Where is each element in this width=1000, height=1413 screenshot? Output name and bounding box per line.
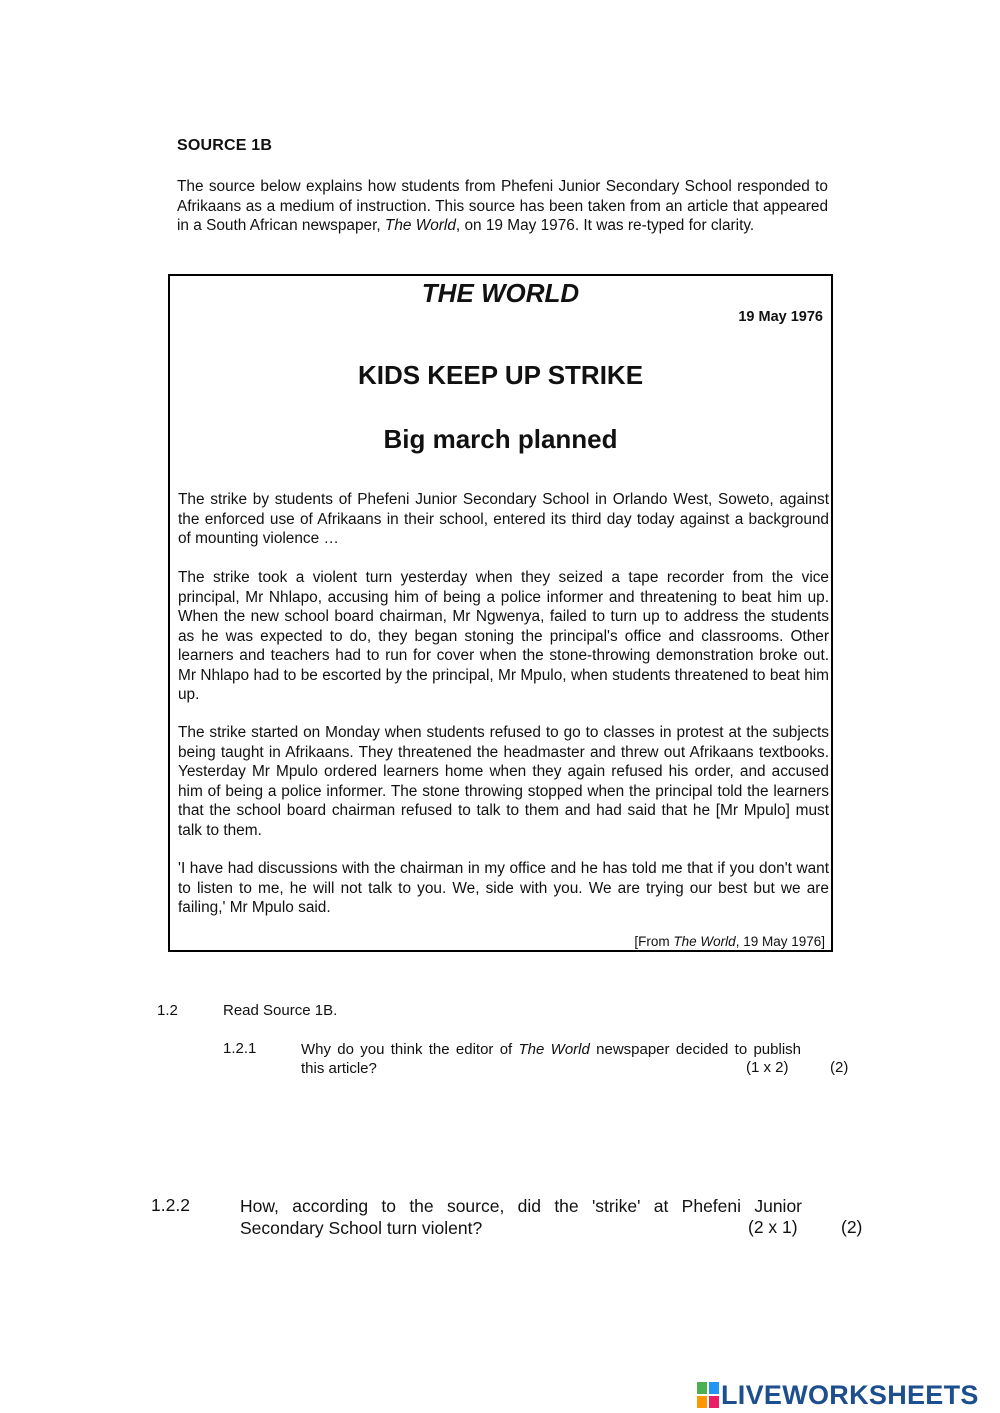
article-paragraph: 'I have had discussions with the chairman in my office and he has told me that if you don't want to listen to me, he will not talk to you. We, side with you. We are trying our best but we are failing,' Mr Mpulo said. [178, 860, 829, 916]
article-citation [634, 934, 825, 949]
newspaper-masthead: THE WORLD [421, 278, 580, 308]
citation-paper-name: The World [673, 934, 736, 949]
question-group-number: 1.2 [157, 1002, 178, 1019]
question-2-allocation: (2 x 1) [748, 1217, 798, 1237]
newspaper-article-box [168, 274, 833, 952]
question-1-part1: Why do you think the editor of [301, 1041, 519, 1058]
question-1-allocation: (1 x 2) [746, 1059, 789, 1076]
liveworksheets-icon [697, 1382, 719, 1408]
source-intro [177, 177, 828, 236]
article-paragraph: The strike by students of Phefeni Junior Secondary School in Orlando West, Soweto, against the enforced use of Afrikaans in their school, entered its third day today against a background of mounting violence … [178, 491, 829, 547]
article-paragraph: The strike took a violent turn yesterday when they seized a tape recorder from the vice principal, Mr Nhlapo, accusing him of being a police informer and threatening to beat him up. When the new school board chairman, Mr Ngwenya, failed to turn up to address the students as he was expected to do, they began stoning the principal's office and classrooms. Other learners and teachers had to run for cover when the stone-throwing demonstration broke out. Mr Nhlapo had to be escorted by the principal, Mr Mpulo, when students threatened to beat him up. [178, 569, 829, 703]
liveworksheets-logo[interactable] [697, 1378, 979, 1412]
source-intro-part2: , on 19 May 1976. It was re-typed for clarity. [455, 217, 755, 235]
question-1-paper-name: The World [518, 1041, 590, 1058]
question-1-marks: (2) [830, 1059, 849, 1076]
article-headline: KIDS KEEP UP STRIKE [357, 360, 644, 390]
citation-part2: , 19 May 1976] [735, 934, 825, 949]
article-subheadline: Big march planned [383, 424, 618, 454]
citation-part1: [From [634, 934, 674, 949]
source-intro-paper-name: The World [384, 217, 456, 235]
source-heading: SOURCE 1B [177, 137, 273, 154]
question-2-number: 1.2.2 [151, 1195, 190, 1215]
article-date: 19 May 1976 [738, 309, 823, 325]
article-paragraph: The strike started on Monday when students refused to go to classes in protest at the subjects being taught in Afrikaans. They threatened the headmaster and threw out Afrikaans textbooks. Yesterday Mr Mpulo ordered learners home when they again refused his order, and accused him of being a police informer. The stone throwing stopped when the principal told the learners that the school board chairman refused to talk to them and had said that he [Mr Mpulo] must talk to them. [178, 724, 829, 839]
question-instruction: Read Source 1B. [223, 1002, 338, 1019]
question-2-marks: (2) [841, 1217, 863, 1237]
brand-name: LIVEWORKSHEETS [721, 1379, 979, 1410]
source-intro-part1: The source below explains how students from Phefeni Junior Secondary School responded to Afrikaans as a medium of instruction. This source has been taken from an article that appeared in a South African newspaper, [177, 178, 828, 235]
question-2-text: How, according to the source, did the 'strike' at Phefeni Junior Secondary School turn violent? [240, 1196, 802, 1238]
question-1-text [301, 1040, 801, 1078]
question-1-part2: newspaper decided to publish this article? [301, 1041, 801, 1077]
question-1-number: 1.2.1 [223, 1040, 257, 1057]
